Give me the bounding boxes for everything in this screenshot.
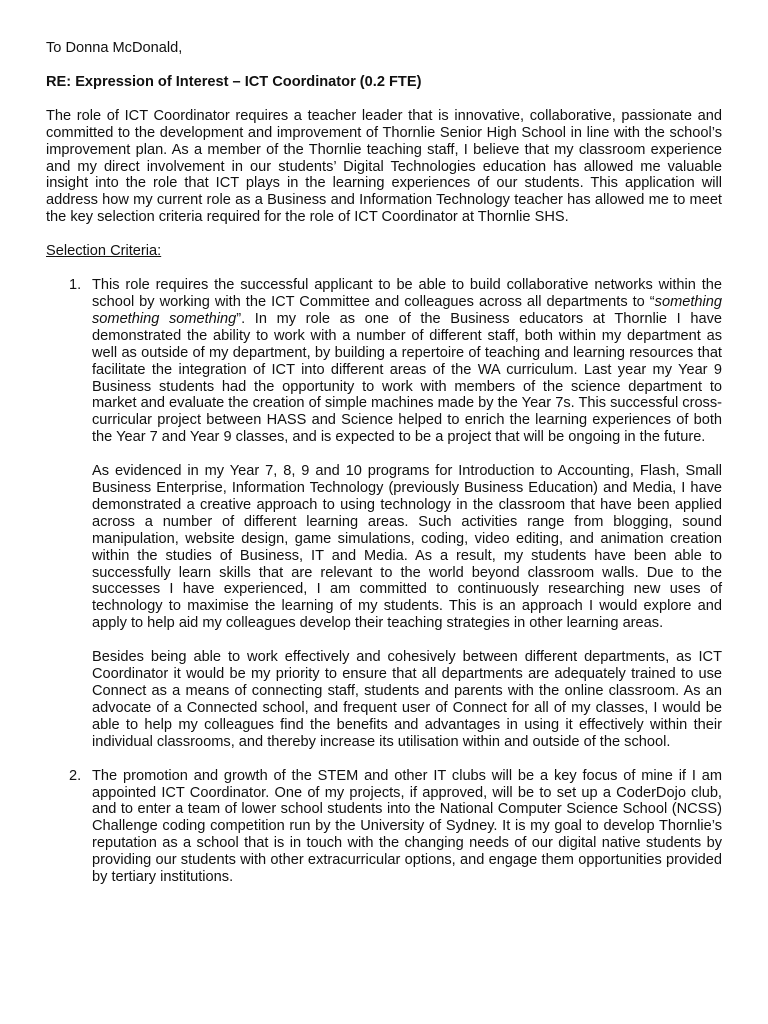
selection-criteria-heading: Selection Criteria:: [46, 243, 162, 260]
criterion-1-paragraph-1: [92, 277, 722, 446]
criterion-2: [46, 768, 722, 886]
criterion-2-paragraph-1: The promotion and growth of the STEM and other IT clubs will be a key focus of mine if I am appointed ICT Coordinator. One of my projects, if approved, will be to set up a CoderDojo club, and to enter a team of lower school students into the National Computer Science School (NCSS) Challenge coding competition run by the University of Sydney. It is my goal to develop Thornlie’s reputation as a school that is in touch with the changing needs of our digital native students by providing our students with other extracurricular options, and engage them opportunities provided by tertiary institutions.: [92, 767, 722, 886]
criterion-1: [46, 277, 722, 751]
criterion-1-text-before: This role requires the successful applicant to be able to build collaborative networks within the school by working with the ICT Committee and colleagues across all departments to “: [92, 277, 722, 310]
criterion-1-italic-text: something something something: [92, 293, 722, 327]
subject-line: RE: Expression of Interest – ICT Coordinator (0.2 FTE): [46, 73, 422, 90]
criterion-number: 2.: [69, 767, 82, 784]
criteria-list: [46, 277, 722, 886]
criterion-number: 1.: [69, 277, 82, 294]
salutation: To Donna McDonald,: [46, 40, 183, 56]
criterion-1-paragraph-3: Besides being able to work effectively and cohesively between different departments, as ICT Coordinator it would be my priority to ensure that all departments are adequately trained to use Connect as a means of connecting staff, students and parents with the online classroom. As an advocate of a Connected school, and frequent user of Connect for all of my classes, I would be able to help my colleagues find the benefits and advantages in using it effectively within their individual classrooms, and thereby increase its utilisation within and outside of the school.: [92, 649, 722, 750]
letter-page: [46, 40, 722, 903]
intro-paragraph: The role of ICT Coordinator requires a teacher leader that is innovative, collaborative, passionate and committed to the development and improvement of Thornlie Senior High School in line with the school’s improvement plan. As a member of the Thornlie teaching staff, I believe that my classroom experience and my direct involvement in our students’ Digital Technologies education has allowed me valuable insight into the role that ICT plays in the learning experiences of our students. This application will address how my current role as a Business and Information Technology teacher has allowed me to meet the key selection criteria required for the role of ICT Coordinator at Thornlie SHS.: [46, 107, 722, 226]
criterion-1-paragraph-2: As evidenced in my Year 7, 8, 9 and 10 programs for Introduction to Accounting, Flash, Small Business Enterprise, Information Technology (previously Business Education) and Media, I have demonstrated a creative approach to using technology in the classroom that have been applied across a number of different learning areas. Such activities range from blogging, sound manipulation, website design, game simulations, coding, video editing, and animation creation within the studies of Business, IT and Media. As a result, my students have been able to successfully learn skills that are relevant to the world beyond classroom walls. Due to the successes I have experienced, I am committed to continuously researching new uses of technology to maximise the learning of my students. This is an approach I would explore and apply to help aid my colleagues develop their teaching strategies in other learning areas.: [92, 463, 722, 632]
criterion-1-text-after: ”. In my role as one of the Business educators at Thornlie I have demonstrated the ability to work with a number of different staff, both within my department as well as outside of my department, by building a repertoire of teaching and learning resources that facilitate the integration of ICT into different areas of the WA curriculum. Last year my Year 9 Business students had the opportunity to work with members of the science department to market and evaluate the creation of simple machines made by the Year 7s. This successful cross-curricular project between HASS and Science helped to enrich the learning experiences of both the Year 7 and Year 9 classes, and is expected to be a project that will be ongoing in the future.: [92, 310, 723, 446]
